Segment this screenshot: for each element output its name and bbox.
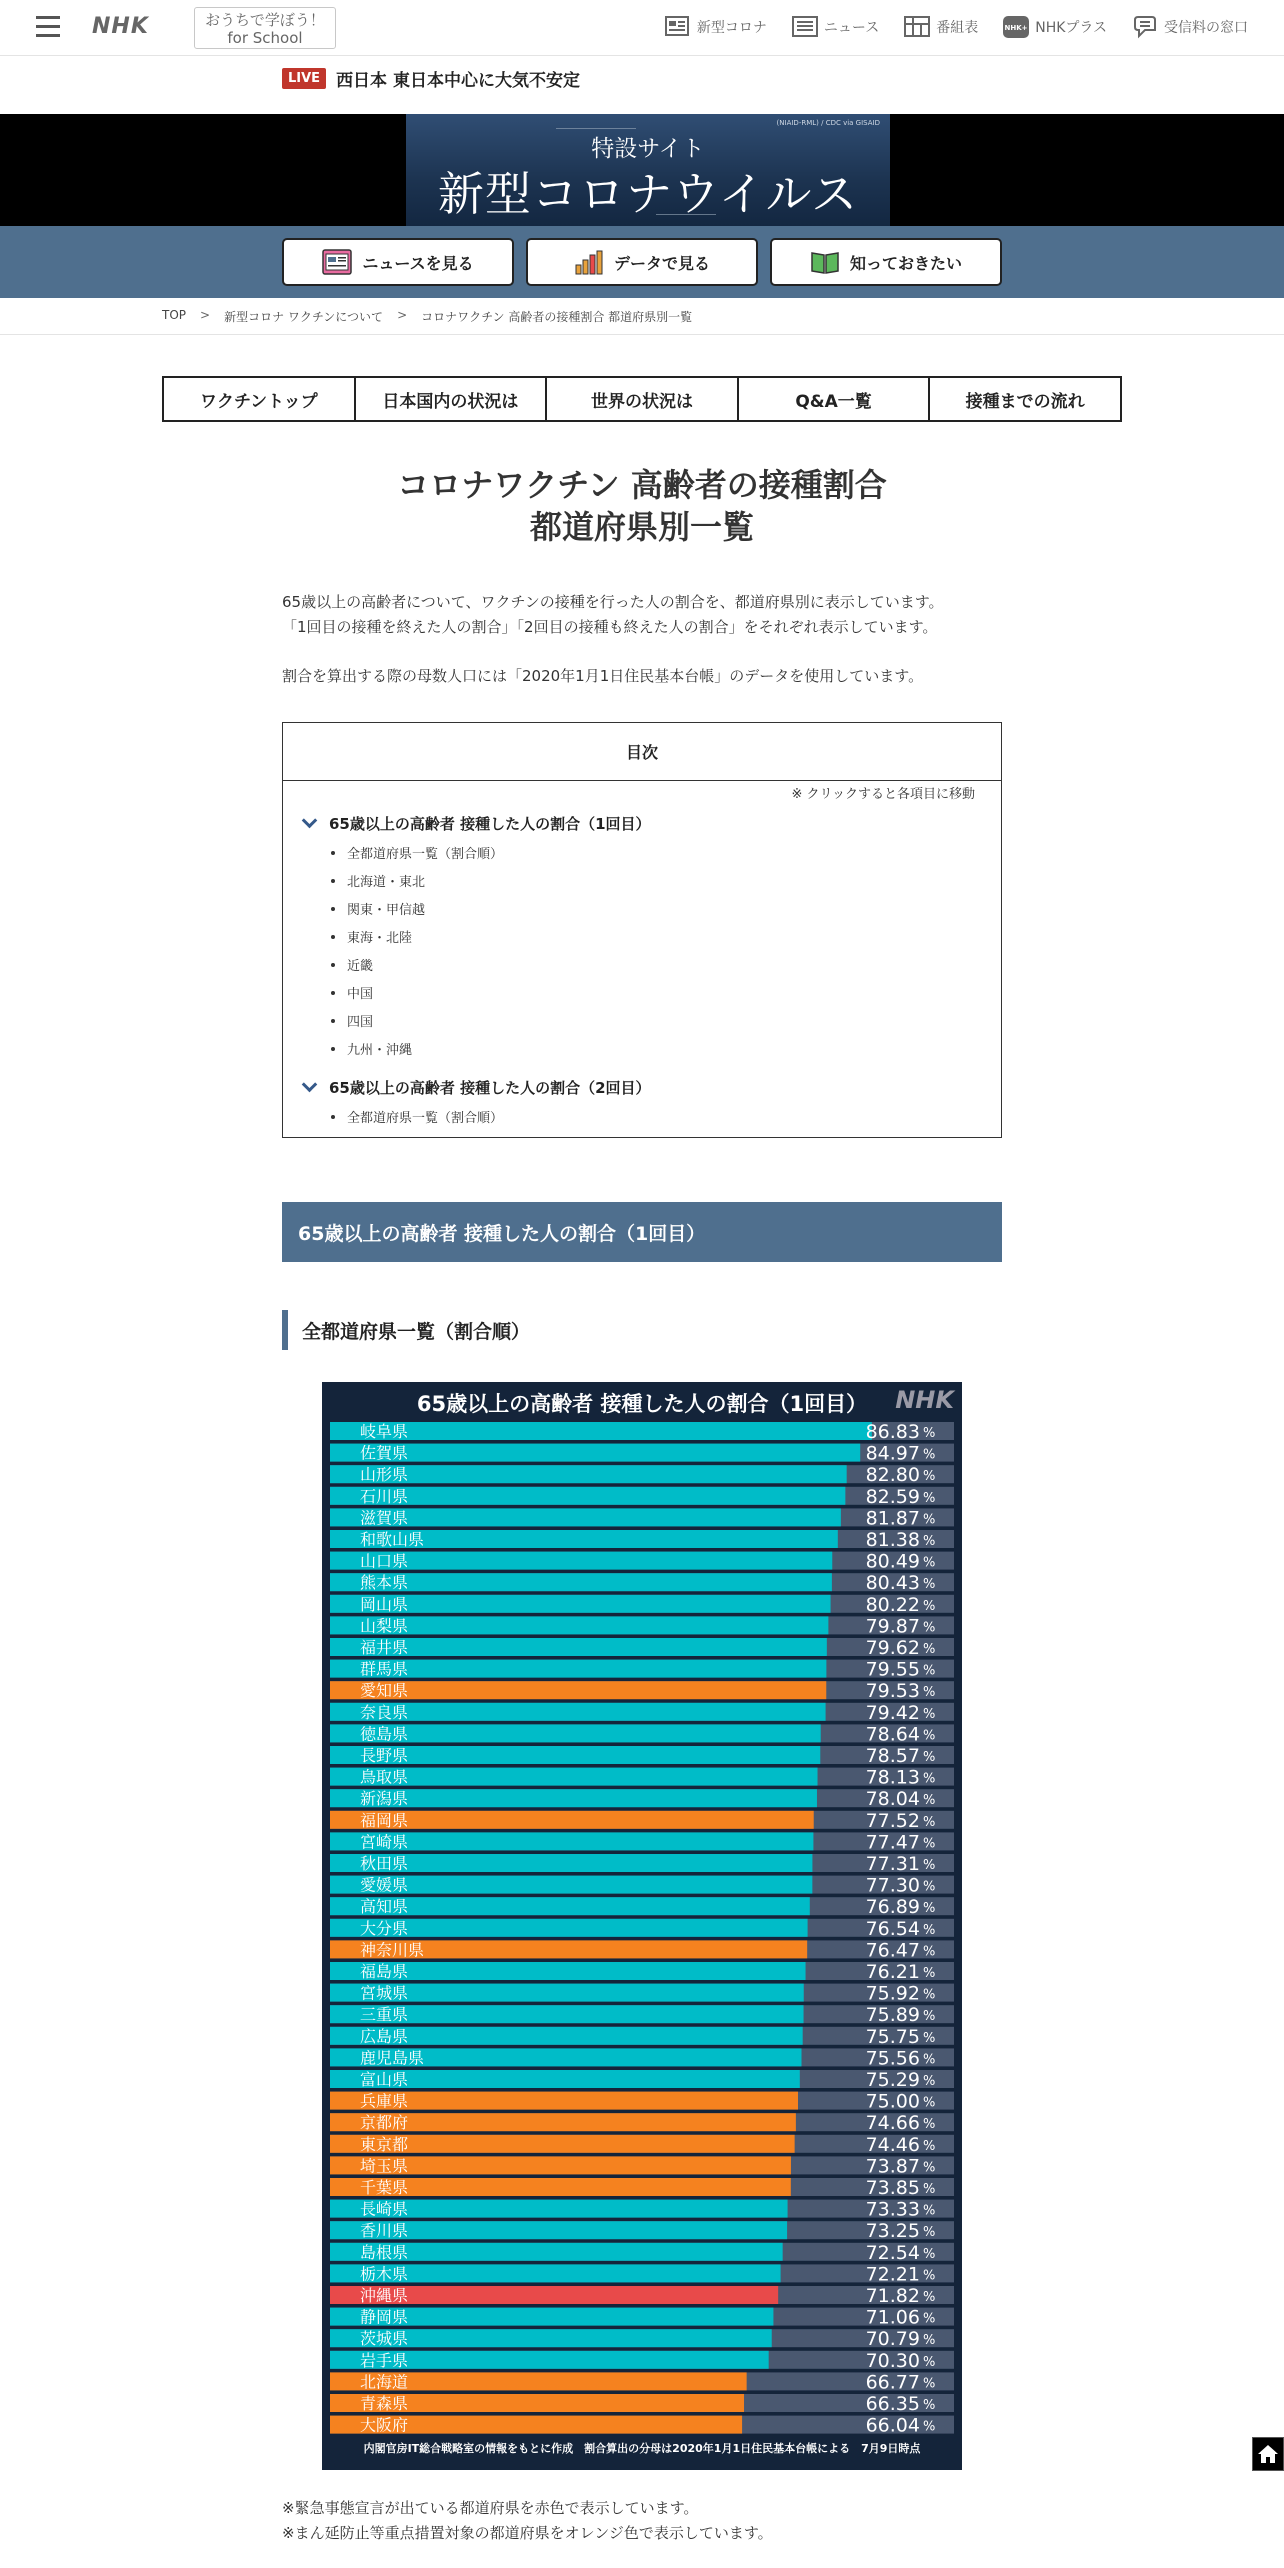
tab-qa[interactable]: Q&A一覧: [737, 378, 929, 420]
menu-icon[interactable]: [36, 16, 60, 38]
news-icon: [791, 14, 819, 40]
bar-value-label: 77.31: [865, 1853, 920, 1875]
bar-category-label: 福島県: [360, 1962, 409, 1981]
news-screen-icon: [322, 249, 352, 275]
bar-value-label: 72.54: [865, 2241, 920, 2264]
tab-flow[interactable]: 接種までの流れ: [928, 378, 1120, 420]
bar-value-label: 75.56: [865, 2047, 920, 2070]
bar-value-label: 79.62: [865, 1637, 920, 1659]
bar-value-label: 76.54: [865, 1917, 920, 1940]
school-line2: for School: [227, 29, 303, 47]
bar-category-label: 山梨県: [360, 1616, 409, 1636]
bar-category-label: 宮城県: [360, 1983, 409, 2003]
sub-heading-all-prefectures: 全都道府県一覧（割合順）: [282, 1310, 530, 1350]
live-headline: 西日本 東日本中心に大気不安定: [336, 71, 580, 91]
bar-unit-label: %: [923, 2333, 936, 2349]
bar-unit-label: %: [923, 2117, 936, 2133]
nav-fee-window[interactable]: [1131, 14, 1248, 40]
bar-value-label: 75.89: [865, 2004, 920, 2027]
bar-unit-label: %: [923, 1663, 936, 1679]
tab-vaccine-top[interactable]: ワクチントップ: [199, 391, 318, 412]
bar-value-label: 80.22: [865, 1593, 920, 1616]
bar-category-label: 広島県: [360, 2026, 409, 2046]
table-of-contents: [282, 722, 1002, 1138]
bar-category-label: 静岡県: [360, 2307, 409, 2327]
bar-value-label: 78.13: [865, 1766, 920, 1789]
bar-value-label: 76.89: [865, 1896, 920, 1919]
live-news-bar[interactable]: [282, 66, 580, 91]
bar-unit-label: %: [923, 1879, 936, 1895]
bar-unit-label: %: [923, 2009, 936, 2025]
bar-unit-label: %: [923, 2354, 936, 2370]
chart-notes: [282, 2496, 773, 2546]
bar-unit-label: %: [923, 2160, 936, 2176]
bar-unit-label: %: [923, 2225, 936, 2241]
bar-value-label: 81.87: [865, 1507, 920, 1530]
banner-image[interactable]: [406, 114, 890, 226]
bar-value-label: 79.53: [865, 1680, 920, 1703]
bar-category-label: 長崎県: [360, 2199, 409, 2219]
bar-category-label: 秋田県: [360, 1854, 409, 1873]
bar-category-label: 北海道: [360, 2372, 409, 2392]
bar-value-label: 75.92: [865, 1982, 920, 2005]
page-title-line1: コロナワクチン 高齢者の接種割合: [397, 466, 887, 504]
bar-category-label: 長野県: [360, 1746, 409, 1765]
bar-category-label: 福岡県: [360, 1810, 409, 1830]
bar-unit-label: %: [923, 1426, 936, 1441]
note-emergency: ※緊急事態宣言が出ている都道府県を赤色で表示しています。: [282, 2499, 699, 2517]
bar-chart-icon: [574, 249, 604, 275]
bar-unit-label: %: [923, 2398, 936, 2413]
bar-unit-label: %: [923, 2376, 936, 2392]
bar-unit-label: %: [923, 2290, 936, 2305]
bar-value-label: 71.06: [865, 2306, 920, 2329]
bar-category-label: 奈良県: [360, 1702, 409, 1722]
bar: [330, 1422, 872, 1440]
bar-category-label: 沖縄県: [360, 2286, 409, 2305]
toc-item[interactable]: 九州・沖縄: [331, 1039, 412, 1058]
chevron-down-icon: [303, 1082, 315, 1094]
tab-domestic[interactable]: 日本国内の状況は: [354, 378, 546, 420]
school-line1: おうちで学ぼう！: [205, 11, 325, 29]
toc-item[interactable]: 全都道府県一覧（割合順）: [331, 1107, 503, 1126]
nav-nhk-plus-label: NHKプラス: [1035, 20, 1107, 36]
bar: [330, 1444, 860, 1462]
page-top-button[interactable]: [1252, 2437, 1284, 2471]
nav-fee-window-label: 受信料の窓口: [1164, 20, 1248, 36]
chart-canvas: [322, 1382, 962, 2470]
nav-nhk-plus[interactable]: [1002, 14, 1107, 40]
global-header: [0, 0, 1284, 56]
bar-unit-label: %: [923, 1814, 936, 1830]
bar-value-label: 66.77: [865, 2371, 920, 2394]
bar-unit-label: %: [923, 2311, 936, 2327]
bar-value-label: 79.87: [865, 1615, 920, 1638]
toc-item[interactable]: 近畿: [331, 955, 373, 974]
page-title-line2: 都道府県別一覧: [529, 508, 754, 546]
bar-unit-label: %: [923, 1944, 936, 1960]
breadcrumb-separator: >: [200, 308, 211, 322]
bar-unit-label: %: [923, 1901, 936, 1917]
section-heading-dose1: 65歳以上の高齢者 接種した人の割合（1回目）: [282, 1202, 1002, 1262]
bar-category-label: 兵庫県: [360, 2091, 409, 2111]
bar-unit-label: %: [923, 2138, 936, 2154]
bar-value-label: 79.55: [865, 1658, 920, 1681]
toc-section-dose1[interactable]: [303, 813, 651, 834]
chart-title: 65歳以上の高齢者 接種した人の割合（1回目）: [416, 1392, 868, 1416]
bar-category-label: 群馬県: [360, 1659, 409, 1679]
toc-section-dose2[interactable]: [303, 1077, 651, 1098]
bar-category-label: 富山県: [360, 2070, 409, 2089]
bar-unit-label: %: [923, 1728, 936, 1744]
bar-value-label: 78.64: [865, 1723, 920, 1746]
bar-value-label: 82.59: [865, 1485, 920, 1508]
bar-value-label: 75.00: [865, 2090, 920, 2113]
bar-value-label: 73.25: [865, 2220, 920, 2243]
bar-value-label: 70.79: [865, 2328, 920, 2351]
bar-value-label: 76.21: [865, 1961, 920, 1983]
bar-value-label: 73.85: [865, 2177, 920, 2199]
breadcrumb-separator: >: [397, 308, 408, 322]
fee-window-icon: [1131, 14, 1159, 40]
bar-unit-label: %: [923, 2419, 936, 2435]
description: [282, 590, 1002, 640]
bar-category-label: 三重県: [360, 2005, 409, 2025]
bar-category-label: 埼玉県: [360, 2156, 409, 2176]
bar-unit-label: %: [923, 1750, 936, 1765]
bar-unit-label: %: [923, 1987, 936, 2003]
bar-unit-label: %: [923, 1771, 936, 1787]
bar-unit-label: %: [923, 1620, 936, 1636]
bar-unit-label: %: [923, 1577, 936, 1593]
note-semi-emergency: ※まん延防止等重点措置対象の都道府県をオレンジ色で表示しています。: [282, 2524, 773, 2542]
bar-value-label: 75.75: [865, 2025, 920, 2048]
toc-item[interactable]: 四国: [331, 1011, 373, 1030]
bar-category-label: 徳島県: [360, 1724, 409, 1744]
bar-unit-label: %: [923, 1966, 936, 1981]
bar-value-label: 82.80: [865, 1464, 920, 1487]
bar-value-label: 66.04: [865, 2414, 920, 2437]
bar-value-label: 74.46: [865, 2133, 920, 2156]
bar-category-label: 福井県: [360, 1638, 409, 1657]
bar-category-label: 東京都: [360, 2134, 409, 2154]
description-line1: 65歳以上の高齢者について、ワクチンの接種を行った人の割合を、都道府県別に表示しています。: [282, 593, 944, 611]
bar-unit-label: %: [923, 2095, 936, 2111]
breadcrumb: [162, 308, 692, 325]
bar-category-label: 滋賀県: [360, 1508, 409, 1528]
bar-value-label: 73.87: [865, 2155, 920, 2178]
bar-unit-label: %: [923, 1490, 936, 1506]
bar-value-label: 81.38: [865, 1529, 920, 1551]
bar-value-label: 78.04: [865, 1788, 920, 1811]
nhk-logo[interactable]: NHK: [92, 14, 149, 39]
toc-note: ※ クリックすると各項目に移動: [791, 787, 975, 802]
bar-category-label: 大阪府: [360, 2415, 409, 2435]
bar-value-label: 75.29: [865, 2069, 920, 2091]
bar-value-label: 84.97: [865, 1442, 920, 1465]
watch-news-label: ニュースを見る: [362, 253, 474, 273]
bar-unit-label: %: [923, 2182, 936, 2197]
vaccine-tabs: [162, 376, 1122, 422]
bar-category-label: 鹿児島県: [360, 2048, 425, 2068]
bar-value-label: 77.30: [865, 1874, 920, 1897]
bar-category-label: 千葉県: [360, 2178, 409, 2197]
nav-news[interactable]: [791, 14, 879, 40]
toc-item[interactable]: 関東・甲信越: [331, 899, 425, 918]
program-guide-icon: [903, 14, 931, 40]
watch-news-button[interactable]: [282, 238, 514, 286]
bar-unit-label: %: [923, 2268, 936, 2284]
bar-category-label: 島根県: [360, 2242, 409, 2262]
bar-unit-label: %: [923, 2030, 936, 2046]
bar-category-label: 岩手県: [360, 2350, 409, 2370]
chart-nhk-logo: NHK: [895, 1386, 954, 1414]
bar-value-label: 74.66: [865, 2112, 920, 2135]
toc-item[interactable]: 北海道・東北: [331, 871, 425, 890]
banner-title: 新型コロナウイルス: [437, 167, 859, 221]
toc-item[interactable]: 東海・北陸: [331, 927, 412, 946]
breadcrumb-vaccine[interactable]: 新型コロナ ワクチンについて: [224, 310, 384, 324]
bar-unit-label: %: [923, 1512, 936, 1528]
bar-category-label: 愛知県: [360, 1681, 409, 1701]
bar-unit-label: %: [923, 1858, 936, 1873]
bar-category-label: 京都府: [360, 2113, 409, 2133]
nav-news-label: ニュース: [823, 20, 880, 36]
tab-world[interactable]: 世界の状況は: [545, 378, 737, 420]
page-title: [282, 464, 1002, 548]
home-icon: [1253, 2438, 1283, 2470]
bar-unit-label: %: [923, 1598, 936, 1614]
view-data-label: データで見る: [613, 253, 710, 273]
bar-value-label: 71.82: [865, 2285, 920, 2307]
bar-value-label: 66.35: [865, 2393, 920, 2415]
toc-item[interactable]: 中国: [331, 983, 373, 1002]
bar-unit-label: %: [923, 1534, 936, 1549]
bar-unit-label: %: [923, 1642, 936, 1657]
global-nav: [640, 14, 1248, 40]
bar-value-label: 76.47: [865, 1939, 920, 1962]
bar-category-label: 石川県: [360, 1486, 409, 1506]
nav-corona[interactable]: [664, 14, 767, 40]
bar-category-label: 茨城県: [360, 2329, 409, 2349]
bar-unit-label: %: [923, 1922, 936, 1938]
toc-heading: 目次: [283, 723, 1001, 781]
special-site-banner: [0, 114, 1284, 226]
bar-value-label: 80.43: [865, 1572, 920, 1595]
bar-value-label: 79.42: [865, 1701, 920, 1724]
divider: [0, 334, 1284, 335]
bar-category-label: 岐阜県: [360, 1422, 409, 1441]
toc-item[interactable]: 全都道府県一覧（割合順）: [331, 843, 503, 862]
bar-category-label: 大分県: [360, 1918, 409, 1938]
bar-value-label: 86.83: [865, 1421, 920, 1443]
bar-category-label: 香川県: [360, 2221, 409, 2241]
bar-category-label: 宮崎県: [360, 1832, 409, 1852]
bar-category-label: 栃木県: [360, 2264, 409, 2284]
bar-category-label: 愛媛県: [360, 1875, 409, 1895]
toc-section-dose2-label: 65歳以上の高齢者 接種した人の割合（2回目）: [329, 1079, 651, 1097]
bar-value-label: 73.33: [865, 2198, 920, 2221]
bar-category-label: 山口県: [360, 1551, 409, 1571]
should-know-label: 知っておきたい: [849, 253, 962, 273]
for-school-button[interactable]: [194, 7, 336, 49]
vaccination-rate-chart: [322, 1382, 962, 2470]
toc-section-dose1-label: 65歳以上の高齢者 接種した人の割合（1回目）: [329, 815, 651, 833]
bar-unit-label: %: [923, 2203, 936, 2219]
corona-icon: [664, 14, 692, 40]
bar-value-label: 77.52: [865, 1809, 920, 1832]
bar-category-label: 岡山県: [360, 1594, 409, 1614]
chart-source: 内閣官房IT総合戦略室の情報をもとに作成 割合算出の分母は2020年1月1日住民基本台帳による 7月9日時点: [363, 2442, 921, 2455]
nav-corona-label: 新型コロナ: [696, 20, 767, 36]
chevron-down-icon: [303, 818, 315, 830]
bar-category-label: 山形県: [360, 1465, 409, 1485]
bar-category-label: 新潟県: [360, 1789, 409, 1809]
bar-value-label: 72.21: [865, 2263, 920, 2286]
bar-unit-label: %: [923, 1793, 936, 1809]
bar-unit-label: %: [923, 2074, 936, 2089]
corona-subnav: [0, 226, 1284, 298]
bar-category-label: 高知県: [360, 1897, 409, 1917]
bar-unit-label: %: [923, 1555, 936, 1571]
live-badge: LIVE: [282, 68, 326, 89]
bar-category-label: 和歌山県: [360, 1530, 425, 1549]
bar-category-label: 神奈川県: [360, 1940, 425, 1960]
description-line2: 「1回目の接種を終えた人の割合」「2回目の接種も終えた人の割合」をそれぞれ表示しています。: [282, 618, 938, 636]
breadcrumb-top[interactable]: TOP: [162, 308, 187, 322]
bar-unit-label: %: [923, 1447, 936, 1463]
bar-value-label: 78.57: [865, 1745, 920, 1767]
nhk-plus-icon: [1002, 14, 1030, 40]
banner-subtitle: 特設サイト: [591, 136, 705, 162]
bar-value-label: 77.47: [865, 1831, 920, 1854]
bar-unit-label: %: [923, 1685, 936, 1701]
bar-category-label: 鳥取県: [360, 1767, 409, 1787]
bar-unit-label: %: [923, 2052, 936, 2068]
nav-program-guide-label: 番組表: [936, 20, 979, 36]
nav-program-guide[interactable]: [903, 14, 978, 40]
should-know-button[interactable]: [770, 238, 1002, 286]
bar-category-label: 青森県: [360, 2394, 409, 2413]
bar-category-label: 佐賀県: [360, 1443, 409, 1463]
bar-value-label: 80.49: [865, 1550, 920, 1573]
view-data-button[interactable]: [526, 238, 758, 286]
bar-unit-label: %: [923, 1836, 936, 1852]
bar-unit-label: %: [923, 2246, 936, 2262]
svg-text:NHK+: NHK+: [1004, 24, 1028, 32]
banner-credit: (NIAID-RML) / CDC via GISAID: [776, 119, 880, 127]
breadcrumb-current: コロナワクチン 高齢者の接種割合 都道府県別一覧: [421, 310, 693, 324]
bar-value-label: 70.30: [865, 2349, 920, 2372]
book-icon: [810, 249, 840, 275]
bar-unit-label: %: [923, 1706, 936, 1722]
bar-unit-label: %: [923, 1469, 936, 1485]
description-population: 割合を算出する際の母数人口には「2020年1月1日住民基本台帳」のデータを使用しています。: [282, 667, 924, 685]
bar-category-label: 熊本県: [360, 1573, 409, 1593]
